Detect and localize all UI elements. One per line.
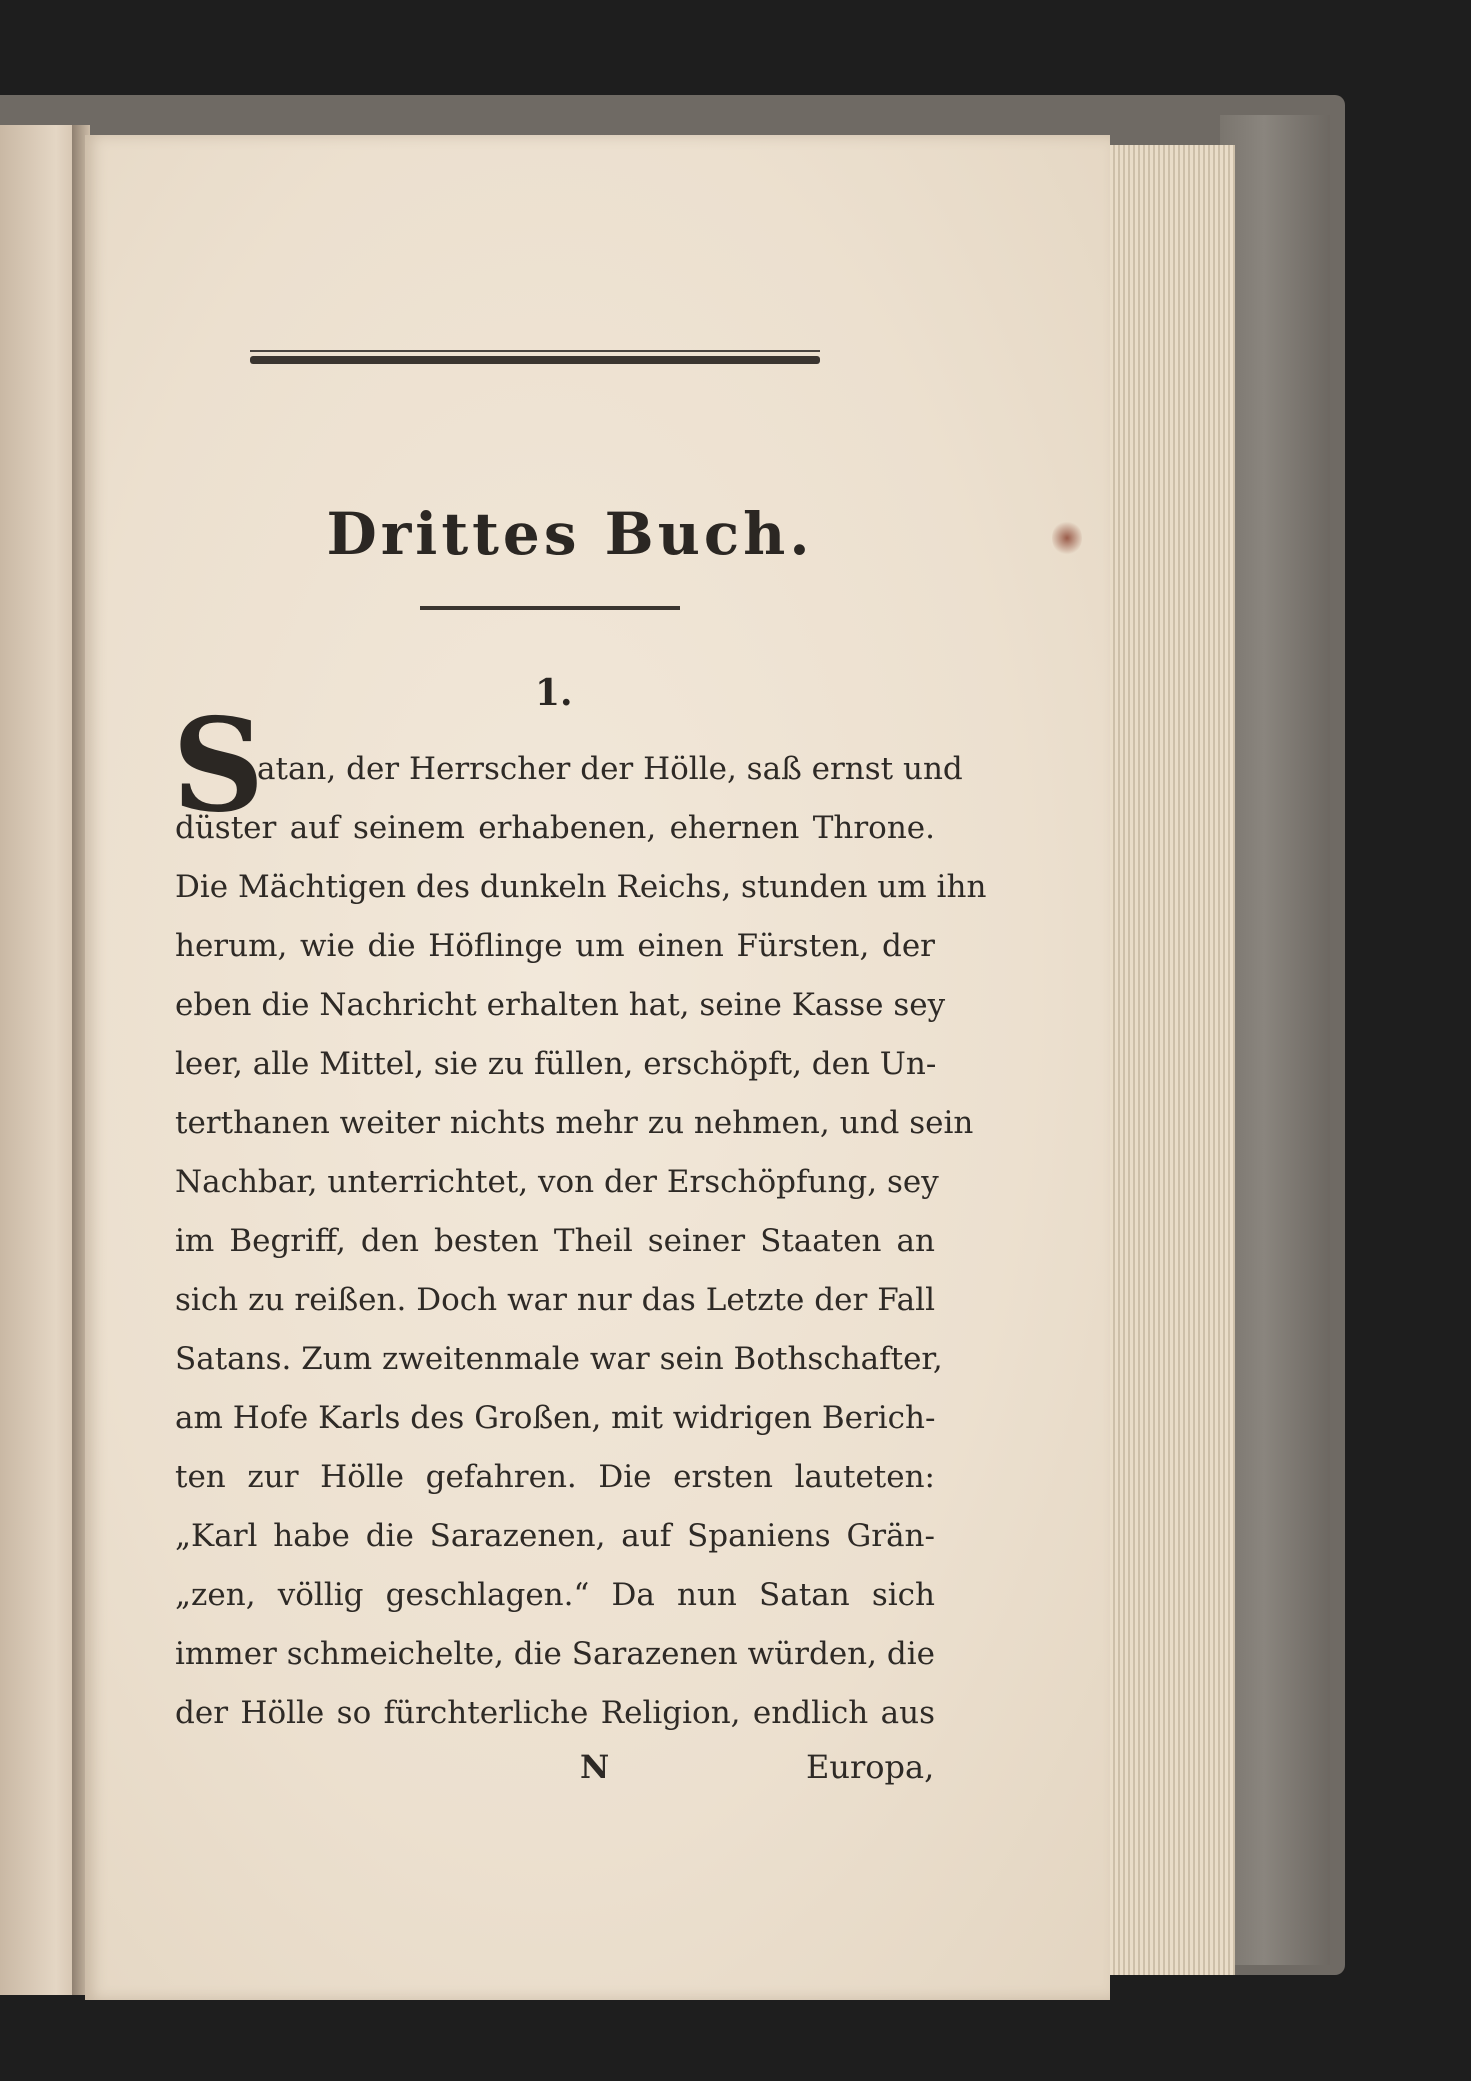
- text-line: düster auf seinem erhabenen, ehernen Throne.: [175, 810, 935, 846]
- catchword: Europa,: [806, 1748, 935, 1786]
- text-line: am Hofe Karls des Großen, mit widrigen Berich-: [175, 1400, 936, 1436]
- text-line: „Karl habe die Sarazenen, auf Spaniens Grän-: [175, 1518, 935, 1554]
- text-line: leer, alle Mittel, sie zu füllen, erschöpft, den Un-: [175, 1046, 937, 1082]
- text-line: ten zur Hölle gefahren. Die ersten lauteten:: [175, 1459, 935, 1495]
- text-line: Die Mächtigen des dunkeln Reichs, stunden um ihn: [175, 869, 987, 905]
- text-line: terthanen weiter nichts mehr zu nehmen, und sein: [175, 1105, 974, 1141]
- book-title: Drittes Buch.: [326, 500, 814, 568]
- page-block-edges: [1105, 145, 1235, 1975]
- text-line: im Begriff, den besten Theil seiner Staaten an: [175, 1223, 935, 1259]
- text-line: herum, wie die Höflinge um einen Fürsten, der: [175, 928, 935, 964]
- title-rule: [420, 606, 680, 610]
- drop-cap: S: [172, 691, 265, 841]
- text-line: immer schmeichelte, die Sarazenen würden, die: [175, 1636, 935, 1672]
- text-line: der Hölle so fürchterliche Religion, endlich aus: [175, 1695, 935, 1731]
- section-number: 1.: [535, 672, 573, 714]
- facing-page-edge: [0, 125, 80, 1995]
- text-line: atan, der Herrscher der Hölle, saß ernst und: [257, 751, 963, 787]
- text-line: Satans. Zum zweitenmale war sein Bothschafter,: [175, 1341, 943, 1377]
- body-text: [175, 740, 987, 1743]
- header-rule: [250, 356, 820, 364]
- text-line: sich zu reißen. Doch war nur das Letzte der Fall: [175, 1282, 935, 1318]
- text-line: Nachbar, unterrichtet, von der Erschöpfung, sey: [175, 1164, 939, 1200]
- text-line: eben die Nachricht erhalten hat, seine Kasse sey: [175, 987, 946, 1023]
- signature-mark: N: [580, 1748, 610, 1786]
- book-spine-edge: [1220, 115, 1330, 1965]
- text-line: „zen, völlig geschlagen.“ Da nun Satan sich: [175, 1577, 935, 1613]
